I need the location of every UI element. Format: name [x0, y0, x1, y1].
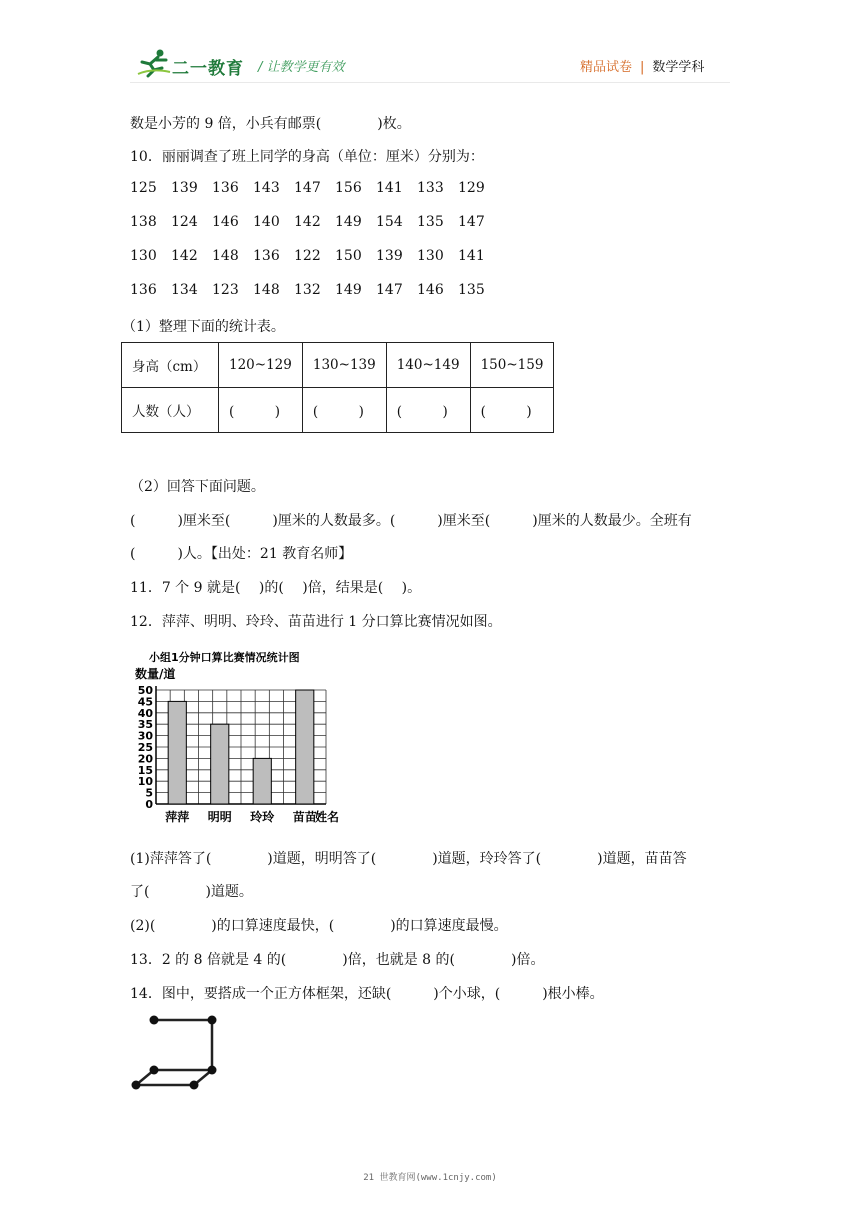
- chart-xlabel: 姓名: [315, 810, 340, 824]
- question-12-part2: (2)( )的口算速度最快，( )的口算速度最慢。: [130, 918, 508, 934]
- bar: [296, 690, 314, 804]
- y-tick-label: 50: [137, 684, 153, 697]
- table-row: [122, 388, 554, 433]
- question-10-answer-line: ( )人。【出处：21 教育名师】: [130, 546, 353, 562]
- question-12-part1-cont: 了( )道题。: [130, 884, 253, 900]
- x-tick-label: 玲玲: [250, 810, 275, 824]
- table-cell: 150~159: [470, 343, 554, 388]
- y-tick-label: 15: [137, 763, 153, 777]
- header-separator: |: [640, 60, 645, 75]
- question-10-answer-line: ( )厘米至( )厘米的人数最多。( )厘米至( )厘米的人数最少。全班有: [130, 513, 692, 529]
- heights-row: 136 134 123 148 132 149 147 146 135: [130, 282, 485, 298]
- y-tick-label: 25: [137, 741, 153, 754]
- chart-ylabel: 数量/道: [135, 667, 176, 681]
- text-line: 数是小芳的 9 倍，小兵有邮票( )枚。: [130, 116, 411, 132]
- bar: [168, 701, 186, 804]
- heights-row: 125 139 136 143 147 156 141 133 129: [130, 180, 485, 196]
- question-14: 14．图中，要搭成一个正方体框架，还缺( )个小球，( )根小棒。: [130, 986, 604, 1002]
- bar-chart: [133, 647, 353, 827]
- y-tick-label: 40: [137, 706, 153, 720]
- heights-row: 130 142 148 136 122 150 139 130 141: [130, 248, 485, 264]
- table-cell: 人数（人）: [122, 388, 219, 433]
- question-10-part2: （2）回答下面问题。: [130, 479, 265, 495]
- x-tick-label: 萍萍: [165, 810, 190, 824]
- answer-blank[interactable]: ( ): [302, 388, 386, 433]
- height-stat-table: [121, 342, 554, 433]
- answer-blank[interactable]: ( ): [219, 388, 303, 433]
- answer-blank[interactable]: ( ): [386, 388, 470, 433]
- table-cell: 120~129: [219, 343, 303, 388]
- chart-title: 小组1分钟口算比赛情况统计图: [149, 651, 300, 664]
- table-cell: 身高（cm）: [122, 343, 219, 388]
- question-10: 10．丽丽调查了班上同学的身高（单位：厘米）分别为：: [130, 149, 484, 165]
- question-13: 13．2 的 8 倍就是 4 的( )倍，也就是 8 的( )倍。: [130, 952, 545, 968]
- question-10-part1: （1）整理下面的统计表。: [122, 319, 285, 335]
- bar: [253, 758, 271, 804]
- header-quality-label: 精品试卷: [580, 60, 633, 75]
- table-row: [122, 343, 554, 388]
- bar: [211, 724, 229, 804]
- brand-slogan: / 让教学更有效: [258, 60, 345, 75]
- x-tick-label: 明明: [207, 810, 232, 824]
- y-tick-label: 30: [137, 729, 153, 743]
- question-12-part1: (1)萍萍答了( )道题，明明答了( )道题，玲玲答了( )道题，苗苗答: [130, 851, 687, 867]
- answer-blank[interactable]: ( ): [470, 388, 554, 433]
- y-tick-label: 5: [145, 786, 153, 800]
- question-11: 11．7 个 9 就是( )的( )倍，结果是( )。: [130, 580, 422, 596]
- cube-frame-diagram: [128, 1010, 224, 1090]
- header-right: [580, 56, 704, 75]
- brand-name: 二一教育: [172, 59, 244, 79]
- x-tick-label: 苗苗: [292, 810, 317, 824]
- y-tick-label: 0: [145, 798, 153, 811]
- page-footer: 21 世教育网(www.1cnjy.com): [363, 1173, 497, 1183]
- y-tick-label: 45: [137, 695, 153, 709]
- table-cell: 140~149: [386, 343, 470, 388]
- runner-logo-icon: [136, 48, 172, 78]
- table-cell: 130~139: [302, 343, 386, 388]
- header-divider: [130, 82, 730, 83]
- y-tick-label: 10: [137, 775, 153, 789]
- y-tick-label: 20: [137, 752, 153, 766]
- header-subject-label: 数学学科: [652, 60, 705, 75]
- y-tick-label: 35: [137, 718, 153, 732]
- heights-row: 138 124 146 140 142 149 154 135 147: [130, 214, 485, 230]
- question-12: 12．萍萍、明明、玲玲、苗苗进行 1 分口算比赛情况如图。: [130, 614, 502, 630]
